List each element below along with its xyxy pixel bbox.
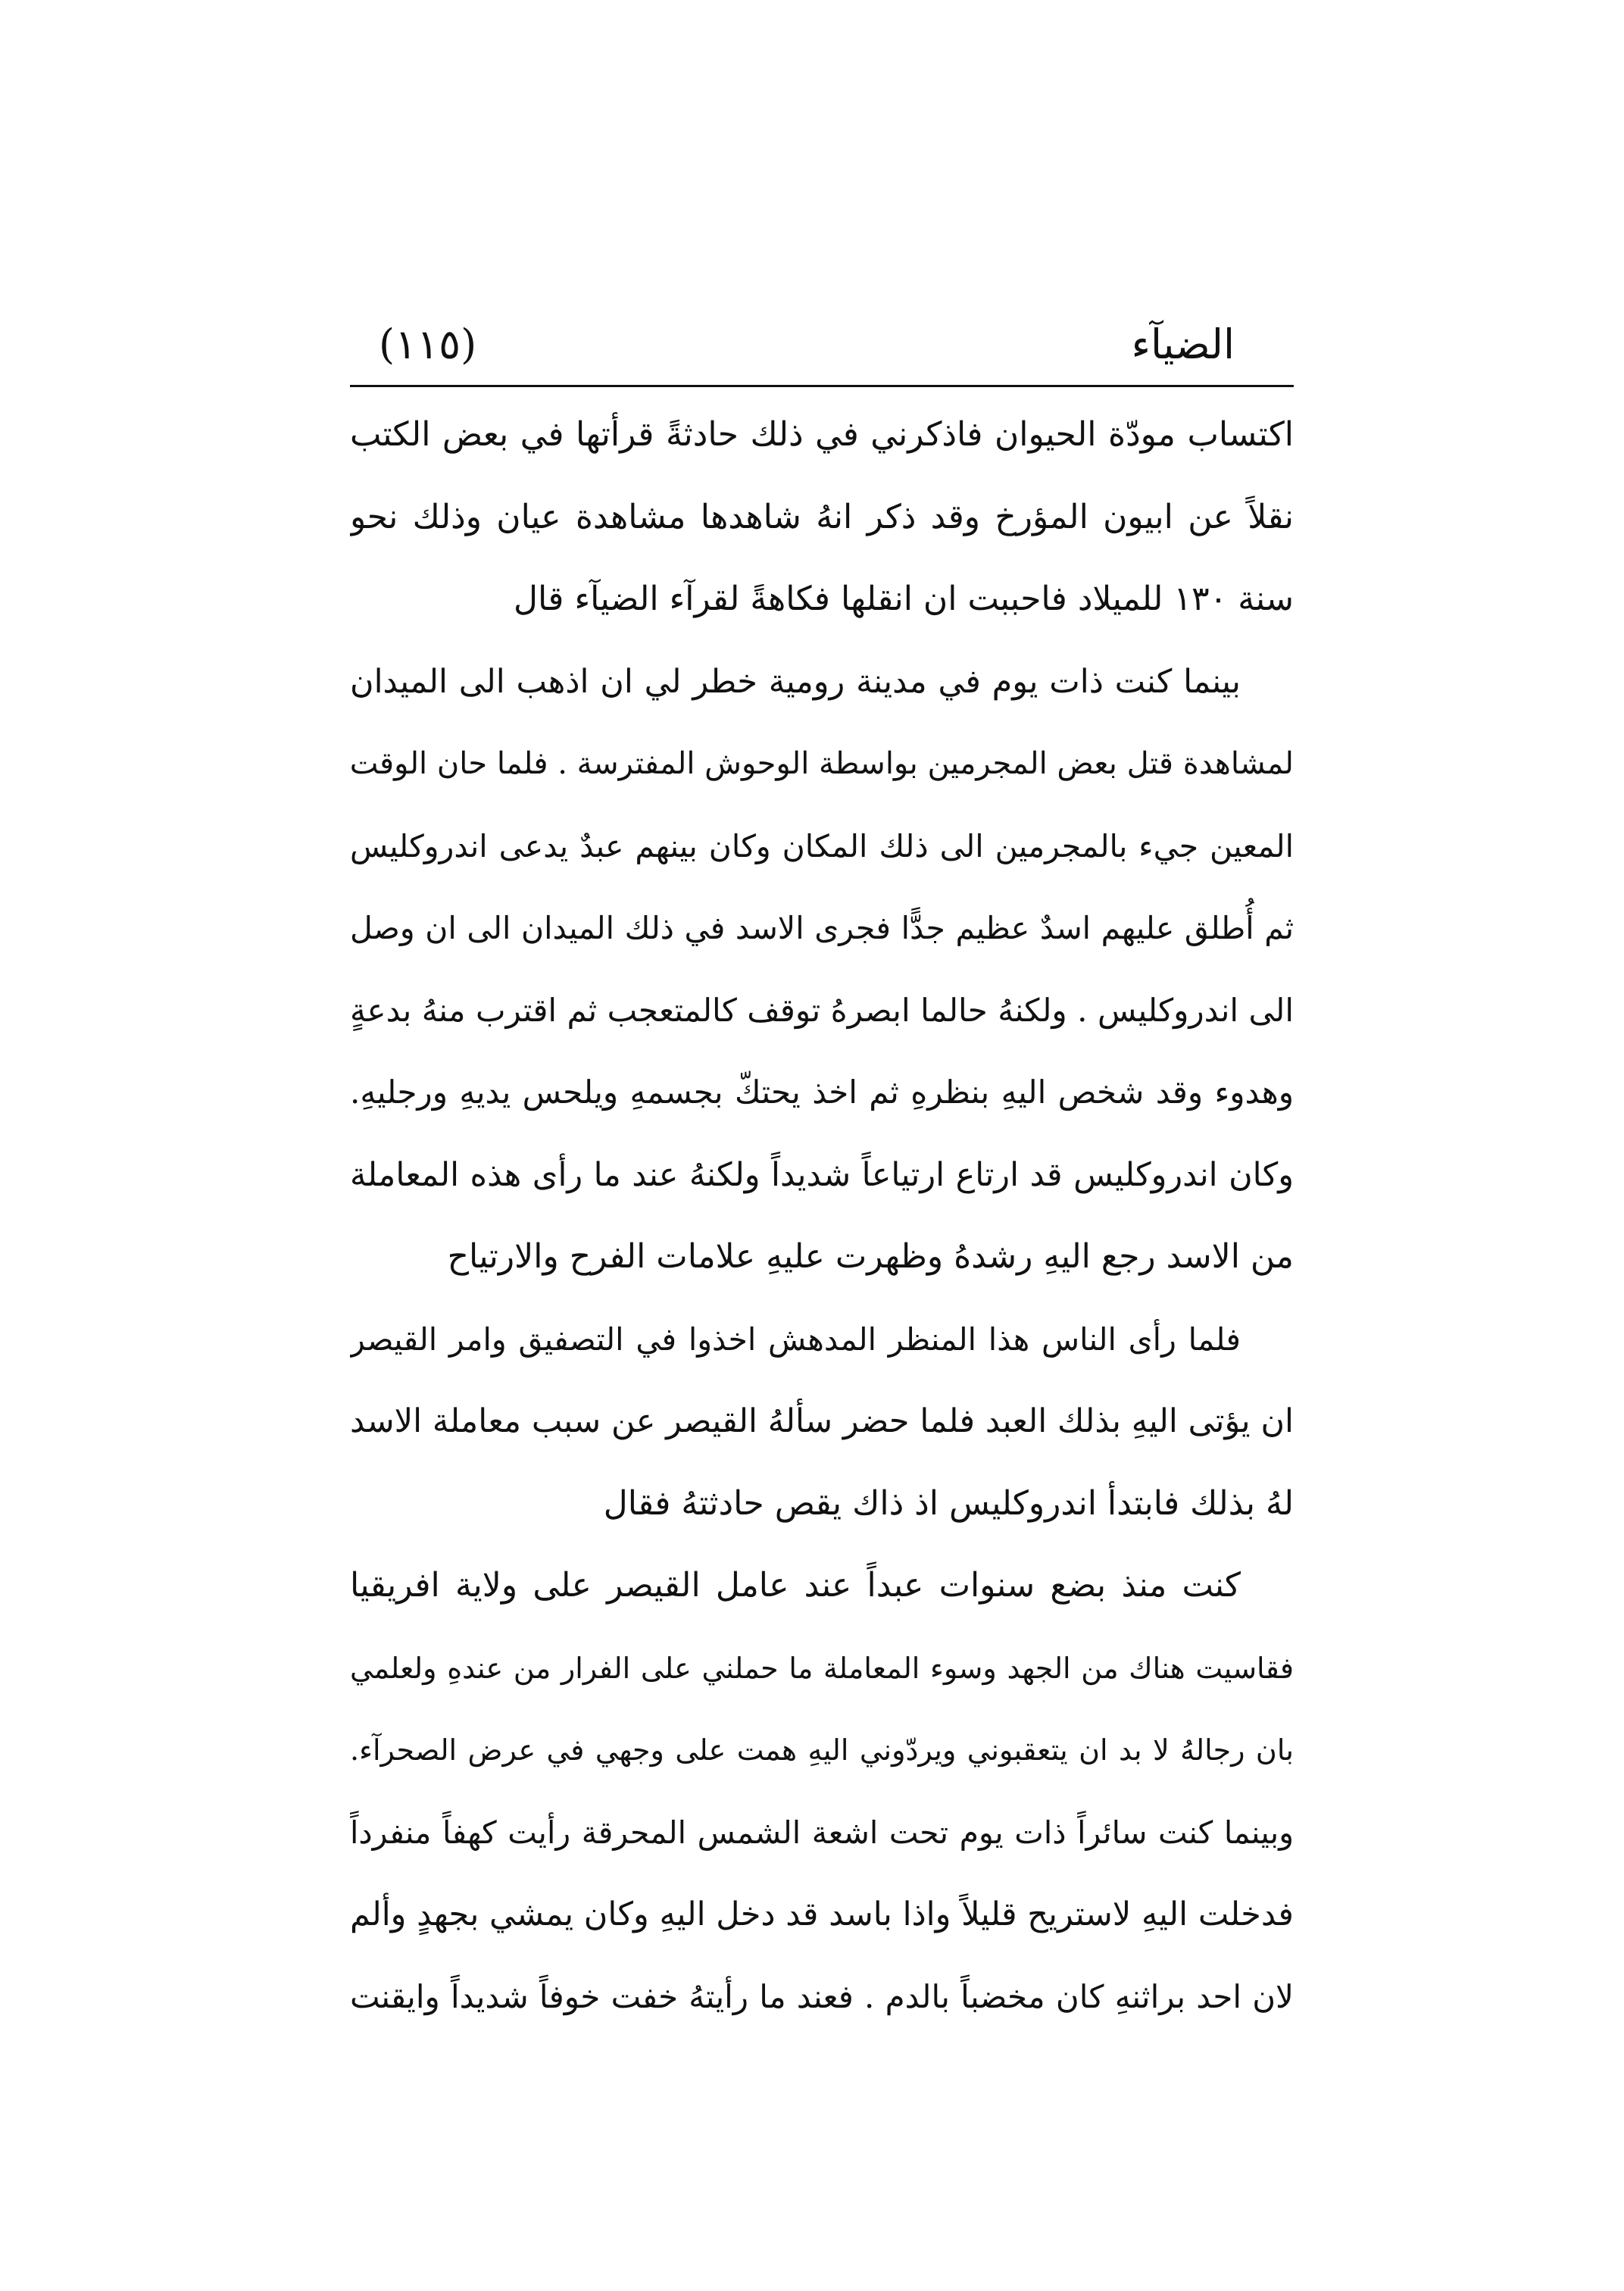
text-line: لهُ بذلك فابتدأ اندروكليس اذ ذاك يقص حادثتهُ فقال — [603, 1483, 1294, 1523]
text-line: وكان اندروكليس قد ارتاع ارتياعاً شديداً ولكنهُ عند ما رأى هذه المعاملة — [350, 1155, 1294, 1194]
text-line: وبينما كنت سائراً ذات يوم تحت اشعة الشمس المحرقة رأيت كهفاً منفرداً — [350, 1814, 1294, 1851]
page-header — [348, 311, 1295, 379]
page-number: (١١٥) — [379, 320, 477, 368]
text-line: ثم أُطلق عليهم اسدٌ عظيم جدًّا فجرى الاسد في ذلك الميدان الى ان وصل — [350, 910, 1294, 946]
running-title: الضيآء — [1131, 320, 1235, 368]
text-line: كنت منذ بضع سنوات عبداً عند عامل القيصر على ولاية افريقيا — [350, 1566, 1241, 1605]
header-rule — [350, 385, 1294, 387]
body-text — [350, 394, 1294, 2038]
text-line: فلما رأى الناس هذا المنظر المدهش اخذوا في التصفيق وامر القيصر — [350, 1321, 1241, 1358]
text-line: من الاسد رجع اليهِ رشدهُ وظهرت عليهِ علامات الفرح والارتياح — [447, 1237, 1294, 1276]
text-line: نقلاً عن ابيون المؤرخ وقد ذكر انهُ شاهدها مشاهدة عيان وذلك نحو — [350, 497, 1294, 536]
text-line: لمشاهدة قتل بعض المجرمين بواسطة الوحوش المفترسة . فلما حان الوقت — [350, 746, 1294, 781]
text-line: اكتساب مودّة الحيوان فاذكرني في ذلك حادثةً قرأتها في بعض الكتب — [350, 415, 1294, 454]
text-line: وهدوء وقد شخص اليهِ بنظرهِ ثم اخذ يحتكّ بجسمهِ ويلحس يديهِ ورجليهِ. — [350, 1074, 1294, 1111]
text-line: فقاسيت هناك من الجهد وسوء المعاملة ما حملني على الفرار من عندهِ ولعلمي — [350, 1651, 1294, 1685]
text-line: فدخلت اليهِ لاستريح قليلاً واذا باسد قد دخل اليهِ وكان يمشي بجهدٍ وألم — [350, 1896, 1294, 1933]
text-line: بان رجالهُ لا بد ان يتعقبوني ويردّوني اليهِ همت على وجهي في عرض الصحرآء. — [350, 1733, 1294, 1767]
text-line: ان يؤتى اليهِ بذلك العبد فلما حضر سألهُ القيصر عن سبب معاملة الاسد — [350, 1402, 1294, 1440]
text-line: سنة ١٣٠ للميلاد فاحببت ان انقلها فكاهةً لقرآء الضيآء قال — [514, 580, 1294, 618]
text-line: بينما كنت ذات يوم في مدينة رومية خطر لي ان اذهب الى الميدان — [350, 662, 1241, 701]
text-line: المعين جيء بالمجرمين الى ذلك المكان وكان بينهم عبدٌ يدعى اندروكليس — [350, 827, 1294, 864]
text-line: لان احد براثنهِ كان مخضباً بالدم . فعند ما رأيتهُ خفت خوفاً شديداً وايقنت — [350, 1977, 1294, 2015]
text-line: الى اندروكليس . ولكنهُ حالما ابصرهُ توقف كالمتعجب ثم اقترب منهُ بدعةٍ — [350, 991, 1294, 1029]
